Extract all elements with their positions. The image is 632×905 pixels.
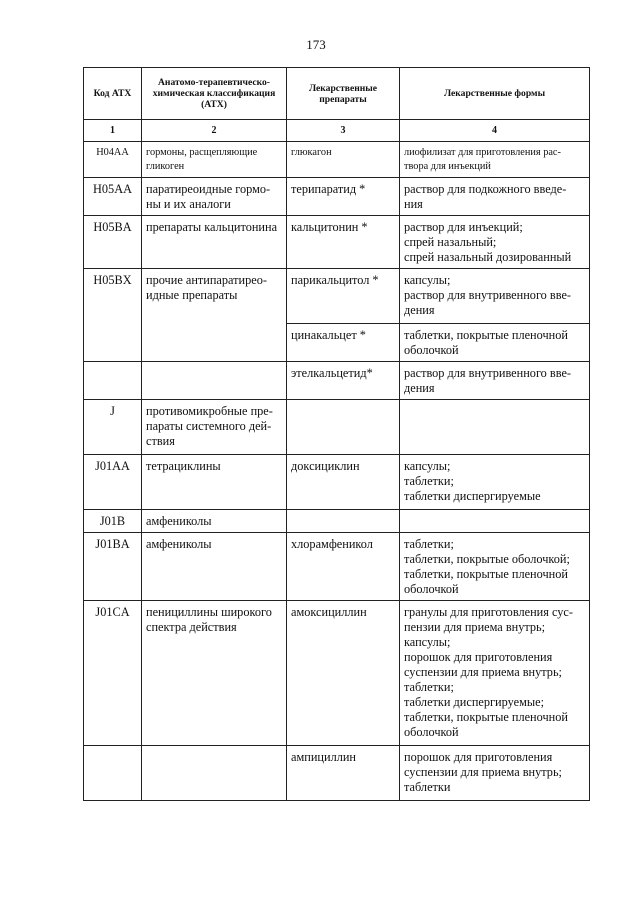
column-number: 3	[287, 120, 400, 142]
atx-code: H05AA	[84, 178, 142, 216]
dosage-form-item: порошок для приготовления суспензии для приема внутрь;	[404, 650, 562, 679]
atx-class	[142, 746, 287, 801]
drug-name: ампициллин	[287, 746, 400, 801]
dosage-form-item: таблетки, покрытые пленочной оболочкой	[404, 710, 568, 739]
header-atx-classification: Анатомо-терапевтическо-химическая классификация (АТХ)	[142, 68, 287, 120]
drug-name	[287, 510, 400, 533]
table-row	[84, 178, 590, 216]
dosage-form-item: таблетки, покрытые оболочкой;	[404, 552, 570, 566]
table-row	[84, 746, 590, 801]
dosage-forms	[400, 510, 590, 533]
dosage-form-item: таблетки, покрытые пленочной оболочкой	[404, 328, 568, 357]
dosage-form-item: раствор для подкожного введе-ния	[404, 182, 567, 211]
atx-class	[142, 362, 287, 400]
table-row	[84, 142, 590, 178]
atx-code: H05BA	[84, 216, 142, 269]
dosage-forms	[400, 400, 590, 455]
dosage-form-item: таблетки;	[404, 474, 454, 488]
dosage-forms	[400, 142, 590, 178]
dosage-form-item: спрей назальный;	[404, 235, 497, 249]
table-row	[84, 533, 590, 601]
atx-class: тетрациклины	[142, 455, 287, 510]
header-row	[84, 68, 590, 120]
dosage-forms	[400, 178, 590, 216]
atx-class: пенициллины широкого спектра действия	[142, 601, 287, 746]
dosage-form-item: порошок для приготовления суспензии для приема внутрь;	[404, 750, 562, 779]
dosage-form-item: спрей назальный дозированный	[404, 250, 572, 264]
header-atx-code: Код АТХ	[84, 68, 142, 120]
drug-name: глюкагон	[287, 142, 400, 178]
dosage-forms	[400, 533, 590, 601]
drug-name: цинакальцет *	[287, 324, 400, 362]
table-row	[84, 269, 590, 324]
drug-name	[287, 400, 400, 455]
atx-code	[84, 362, 142, 400]
dosage-forms	[400, 455, 590, 510]
atx-class: гормоны, расщепляющие гликоген	[142, 142, 287, 178]
dosage-forms	[400, 324, 590, 362]
atx-code: J01CA	[84, 601, 142, 746]
column-number: 1	[84, 120, 142, 142]
atx-code: H04AA	[84, 142, 142, 178]
dosage-forms	[400, 746, 590, 801]
dosage-form-item: таблетки;	[404, 537, 454, 551]
dosage-forms	[400, 269, 590, 324]
column-number: 4	[400, 120, 590, 142]
dosage-form-item: раствор для инъекций;	[404, 220, 523, 234]
dosage-form-item: капсулы;	[404, 635, 451, 649]
table-row	[84, 216, 590, 269]
table-row	[84, 601, 590, 746]
dosage-forms	[400, 216, 590, 269]
dosage-form-item: лиофилизат для приготовления рас-твора для инъекций	[404, 147, 561, 172]
dosage-form-item: таблетки диспергируемые;	[404, 695, 544, 709]
column-number: 2	[142, 120, 287, 142]
atx-class: амфениколы	[142, 533, 287, 601]
dosage-form-item: раствор для внутривенного вве-дения	[404, 366, 571, 395]
header-drugs: Лекарственные препараты	[287, 68, 400, 120]
dosage-forms	[400, 601, 590, 746]
drug-name: доксициклин	[287, 455, 400, 510]
drug-name: кальцитонин *	[287, 216, 400, 269]
atx-code: J01BA	[84, 533, 142, 601]
atx-class: препараты кальцитонина	[142, 216, 287, 269]
table-row	[84, 400, 590, 455]
atx-drug-table	[83, 67, 590, 801]
atx-code: H05BX	[84, 269, 142, 362]
dosage-form-item: капсулы;	[404, 273, 451, 287]
atx-code	[84, 746, 142, 801]
atx-class: прочие антипаратирео-идные препараты	[142, 269, 287, 362]
atx-code: J01AA	[84, 455, 142, 510]
atx-code: J01B	[84, 510, 142, 533]
drug-name: хлорамфеникол	[287, 533, 400, 601]
table-row	[84, 362, 590, 400]
dosage-form-item: таблетки;	[404, 680, 454, 694]
drug-name: терипаратид *	[287, 178, 400, 216]
dosage-form-item: гранулы для приготовления сус-пензии для приема внутрь;	[404, 605, 573, 634]
page-number: 173	[306, 37, 326, 52]
header-dosage-forms: Лекарственные формы	[400, 68, 590, 120]
dosage-form-item: таблетки, покрытые пленочной оболочкой	[404, 567, 568, 596]
dosage-form-item: таблетки	[404, 780, 451, 794]
table-row	[84, 510, 590, 533]
dosage-forms	[400, 362, 590, 400]
dosage-form-item: таблетки диспергируемые	[404, 489, 541, 503]
table-row	[84, 455, 590, 510]
atx-class: амфениколы	[142, 510, 287, 533]
drug-name: парикальцитол *	[287, 269, 400, 324]
atx-class: паратиреоидные гормо-ны и их аналоги	[142, 178, 287, 216]
dosage-form-item: капсулы;	[404, 459, 451, 473]
atx-class: противомикробные пре-параты системного дей-ствия	[142, 400, 287, 455]
drug-name: этелкальцетид*	[287, 362, 400, 400]
column-number-row	[84, 120, 590, 142]
atx-code: J	[84, 400, 142, 455]
drug-name: амоксициллин	[287, 601, 400, 746]
dosage-form-item: раствор для внутривенного вве-дения	[404, 288, 571, 317]
